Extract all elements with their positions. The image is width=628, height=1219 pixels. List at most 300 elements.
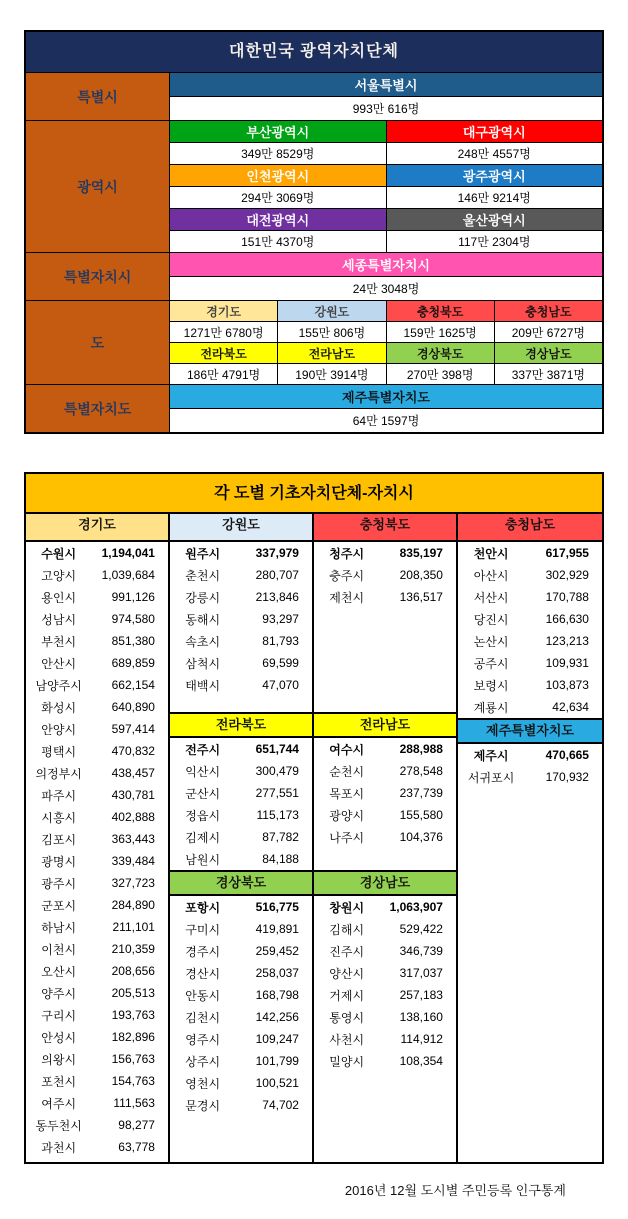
city-row bbox=[26, 894, 168, 916]
city-row bbox=[314, 896, 456, 918]
metro-subrow bbox=[170, 165, 602, 208]
metro-entry bbox=[170, 343, 277, 384]
city-row bbox=[26, 630, 168, 652]
city-row bbox=[26, 608, 168, 630]
city-population: 170,932 bbox=[545, 770, 589, 784]
city-name: 진주시 bbox=[329, 944, 365, 959]
metro-entry-population: 151만 4370명 bbox=[170, 231, 386, 252]
city-name: 강릉시 bbox=[185, 590, 221, 605]
city-name: 과천시 bbox=[41, 1140, 77, 1155]
city-name: 남원시 bbox=[185, 852, 221, 867]
city-row bbox=[458, 744, 602, 766]
city-row bbox=[170, 1094, 312, 1116]
city-row bbox=[170, 1050, 312, 1072]
city-row bbox=[314, 826, 456, 848]
city-population: 63,778 bbox=[118, 1140, 155, 1154]
city-row bbox=[26, 740, 168, 762]
metro-table-title: 대한민국 광역자치단체 bbox=[26, 32, 602, 72]
city-population: 123,213 bbox=[545, 634, 589, 648]
column-spacer bbox=[170, 696, 312, 712]
city-name: 천안시 bbox=[473, 546, 509, 561]
metro-category-label: 도 bbox=[26, 301, 169, 384]
metro-entry-population: 186만 4791명 bbox=[170, 364, 277, 384]
city-table-header-row bbox=[26, 514, 602, 542]
city-row bbox=[170, 1006, 312, 1028]
city-name: 익산시 bbox=[185, 764, 221, 779]
city-name: 삼척시 bbox=[185, 656, 221, 671]
city-name: 충주시 bbox=[329, 568, 365, 583]
metro-entry bbox=[170, 385, 602, 432]
city-row bbox=[170, 984, 312, 1006]
city-row bbox=[314, 1028, 456, 1050]
city-name: 춘천시 bbox=[185, 568, 221, 583]
city-row bbox=[26, 960, 168, 982]
metro-entry-population: 1271만 6780명 bbox=[170, 322, 277, 342]
city-row bbox=[26, 1136, 168, 1158]
metro-entry-population: 159만 1625명 bbox=[387, 322, 494, 342]
city-population: 115,173 bbox=[256, 808, 299, 822]
metro-entry bbox=[170, 165, 386, 208]
city-row bbox=[458, 652, 602, 674]
city-population: 339,484 bbox=[111, 854, 155, 868]
city-row bbox=[170, 738, 312, 760]
city-population: 651,744 bbox=[255, 742, 299, 756]
city-row bbox=[170, 652, 312, 674]
city-name: 군포시 bbox=[41, 898, 77, 913]
city-name: 의정부시 bbox=[35, 766, 82, 781]
city-name: 창원시 bbox=[329, 900, 365, 915]
city-row bbox=[26, 674, 168, 696]
city-population-table bbox=[24, 472, 604, 1164]
metro-entry-population: 190만 3914명 bbox=[278, 364, 385, 384]
city-population: 259,452 bbox=[255, 944, 299, 958]
city-row bbox=[170, 962, 312, 984]
city-row bbox=[170, 804, 312, 826]
city-column bbox=[26, 542, 170, 1162]
city-row bbox=[26, 1048, 168, 1070]
province-inline-header: 경상북도 bbox=[170, 870, 312, 896]
city-name: 아산시 bbox=[473, 568, 509, 583]
city-name: 영천시 bbox=[185, 1076, 221, 1091]
city-row bbox=[458, 696, 602, 718]
city-name: 수원시 bbox=[41, 546, 77, 561]
city-row bbox=[26, 1004, 168, 1026]
metro-entry bbox=[387, 301, 494, 342]
city-name: 문경시 bbox=[185, 1098, 221, 1113]
city-row bbox=[314, 1050, 456, 1072]
city-name: 논산시 bbox=[473, 634, 509, 649]
city-population: 111,563 bbox=[113, 1096, 155, 1110]
province-inline-header: 전라남도 bbox=[314, 712, 456, 738]
city-row bbox=[26, 564, 168, 586]
city-row bbox=[26, 696, 168, 718]
city-name: 영주시 bbox=[185, 1032, 221, 1047]
city-name: 남양주시 bbox=[35, 678, 82, 693]
city-population: 470,665 bbox=[545, 748, 589, 762]
metro-entry bbox=[278, 343, 385, 384]
metro-entry-population: 64만 1597명 bbox=[170, 409, 602, 432]
city-population: 182,896 bbox=[111, 1030, 155, 1044]
city-name: 구미시 bbox=[185, 922, 221, 937]
city-name: 경주시 bbox=[185, 944, 221, 959]
city-row bbox=[26, 872, 168, 894]
metro-section bbox=[26, 253, 602, 300]
city-row bbox=[170, 630, 312, 652]
city-row bbox=[314, 542, 456, 564]
city-row bbox=[170, 918, 312, 940]
city-row bbox=[26, 982, 168, 1004]
city-population: 114,912 bbox=[400, 1032, 443, 1046]
city-population: 208,656 bbox=[111, 964, 155, 978]
province-column-header: 경기도 bbox=[26, 514, 170, 540]
metro-category-label: 광역시 bbox=[26, 121, 169, 252]
city-name: 상주시 bbox=[185, 1054, 221, 1069]
city-name: 양산시 bbox=[329, 966, 365, 981]
metro-entry bbox=[278, 301, 385, 342]
city-name: 사천시 bbox=[329, 1032, 365, 1047]
city-row bbox=[314, 586, 456, 608]
city-row bbox=[26, 828, 168, 850]
city-table-body bbox=[26, 542, 602, 1162]
metro-subrow bbox=[170, 343, 602, 384]
city-row bbox=[170, 586, 312, 608]
city-population: 284,890 bbox=[111, 898, 155, 912]
city-name: 나주시 bbox=[329, 830, 365, 845]
city-row bbox=[170, 542, 312, 564]
city-row bbox=[26, 806, 168, 828]
city-name: 원주시 bbox=[185, 546, 221, 561]
metro-category-label: 특별자치도 bbox=[26, 385, 169, 432]
city-population: 346,739 bbox=[399, 944, 443, 958]
city-population: 47,070 bbox=[262, 678, 299, 692]
metro-entry bbox=[170, 253, 602, 300]
city-population: 168,798 bbox=[255, 988, 299, 1002]
city-name: 시흥시 bbox=[41, 810, 77, 825]
metro-entry bbox=[387, 121, 603, 164]
city-population: 430,781 bbox=[111, 788, 155, 802]
metro-entry-population: 993만 616명 bbox=[170, 97, 602, 120]
city-name: 서산시 bbox=[473, 590, 509, 605]
city-population: 210,359 bbox=[111, 942, 155, 956]
city-row bbox=[26, 1026, 168, 1048]
city-name: 청주시 bbox=[329, 546, 365, 561]
city-row bbox=[26, 1114, 168, 1136]
city-name: 의왕시 bbox=[41, 1052, 77, 1067]
city-population: 1,194,041 bbox=[101, 546, 155, 560]
city-row bbox=[458, 586, 602, 608]
city-row bbox=[170, 848, 312, 870]
metro-entry-name: 인천광역시 bbox=[170, 165, 386, 186]
city-population: 166,630 bbox=[545, 612, 589, 626]
city-name: 여수시 bbox=[329, 742, 365, 757]
column-spacer bbox=[314, 608, 456, 712]
city-row bbox=[170, 896, 312, 918]
city-name: 여주시 bbox=[41, 1096, 77, 1111]
metro-category-label: 특별시 bbox=[26, 73, 169, 120]
city-row bbox=[26, 784, 168, 806]
city-name: 부천시 bbox=[41, 634, 77, 649]
city-row bbox=[26, 850, 168, 872]
city-population: 170,788 bbox=[545, 590, 589, 604]
city-name: 경산시 bbox=[185, 966, 221, 981]
city-population: 42,634 bbox=[552, 700, 589, 714]
city-population: 288,988 bbox=[399, 742, 443, 756]
city-population: 280,707 bbox=[255, 568, 299, 582]
metro-entry-name: 울산광역시 bbox=[387, 209, 603, 230]
city-name: 광주시 bbox=[41, 876, 77, 891]
city-row bbox=[314, 782, 456, 804]
city-row bbox=[314, 804, 456, 826]
city-population: 300,479 bbox=[255, 764, 299, 778]
city-row bbox=[314, 918, 456, 940]
city-population: 337,979 bbox=[255, 546, 299, 560]
city-population: 136,517 bbox=[399, 590, 443, 604]
metro-entry-name: 충청북도 bbox=[387, 301, 494, 321]
metro-entry-population: 349만 8529명 bbox=[170, 143, 386, 164]
metro-entry-population: 248만 4557명 bbox=[387, 143, 603, 164]
metro-entry-population: 146만 9214명 bbox=[387, 187, 603, 208]
city-population: 1,063,907 bbox=[389, 900, 443, 914]
city-name: 안양시 bbox=[41, 722, 77, 737]
city-name: 김포시 bbox=[41, 832, 77, 847]
metro-subrow bbox=[170, 73, 602, 120]
city-name: 김제시 bbox=[185, 830, 221, 845]
metro-entry-name: 세종특별자치시 bbox=[170, 253, 602, 276]
city-population: 327,723 bbox=[111, 876, 155, 890]
city-name: 이천시 bbox=[41, 942, 77, 957]
city-row bbox=[170, 674, 312, 696]
city-population: 597,414 bbox=[111, 722, 155, 736]
city-name: 계룡시 bbox=[473, 700, 509, 715]
city-name: 밀양시 bbox=[329, 1054, 365, 1069]
city-population: 835,197 bbox=[399, 546, 443, 560]
city-name: 보령시 bbox=[473, 678, 509, 693]
city-row bbox=[314, 962, 456, 984]
city-population: 74,702 bbox=[262, 1098, 299, 1112]
city-population: 87,782 bbox=[262, 830, 299, 844]
metro-entry bbox=[170, 121, 386, 164]
city-row bbox=[458, 766, 602, 788]
city-name: 평택시 bbox=[41, 744, 77, 759]
city-row bbox=[314, 1006, 456, 1028]
city-row bbox=[26, 1070, 168, 1092]
metro-section bbox=[26, 385, 602, 432]
city-population: 213,846 bbox=[255, 590, 299, 604]
city-row bbox=[314, 760, 456, 782]
city-name: 광명시 bbox=[41, 854, 77, 869]
metro-entry bbox=[387, 165, 603, 208]
city-name: 광양시 bbox=[329, 808, 365, 823]
city-row bbox=[170, 608, 312, 630]
city-name: 성남시 bbox=[41, 612, 77, 627]
city-row bbox=[458, 674, 602, 696]
metro-entry-population: 24만 3048명 bbox=[170, 277, 602, 300]
city-population: 258,037 bbox=[255, 966, 299, 980]
city-population: 208,350 bbox=[399, 568, 443, 582]
city-column bbox=[458, 542, 602, 1162]
city-population: 302,929 bbox=[545, 568, 589, 582]
city-population: 109,247 bbox=[255, 1032, 299, 1046]
city-row bbox=[314, 940, 456, 962]
city-name: 양주시 bbox=[41, 986, 77, 1001]
city-name: 안성시 bbox=[41, 1030, 77, 1045]
metro-section bbox=[26, 301, 602, 384]
city-row bbox=[458, 542, 602, 564]
city-row bbox=[314, 564, 456, 586]
metro-entry bbox=[387, 209, 603, 252]
metro-entry bbox=[170, 301, 277, 342]
city-population: 93,297 bbox=[262, 612, 299, 626]
metro-entry-name: 부산광역시 bbox=[170, 121, 386, 142]
city-name: 화성시 bbox=[41, 700, 77, 715]
metro-entry-population: 209만 6727명 bbox=[495, 322, 602, 342]
city-population: 104,376 bbox=[399, 830, 443, 844]
city-table-title: 각 도별 기초자치단체-자치시 bbox=[26, 474, 602, 514]
city-population: 156,763 bbox=[111, 1052, 155, 1066]
city-name: 김해시 bbox=[329, 922, 365, 937]
city-name: 동두천시 bbox=[35, 1118, 82, 1133]
city-name: 제천시 bbox=[329, 590, 365, 605]
city-row bbox=[458, 608, 602, 630]
city-name: 오산시 bbox=[41, 964, 77, 979]
city-population: 193,763 bbox=[111, 1008, 155, 1022]
city-row bbox=[170, 782, 312, 804]
city-name: 태백시 bbox=[185, 678, 221, 693]
city-population: 470,832 bbox=[111, 744, 155, 758]
metro-entry-population: 155만 806명 bbox=[278, 322, 385, 342]
city-population: 103,873 bbox=[545, 678, 589, 692]
city-name: 하남시 bbox=[41, 920, 77, 935]
city-population: 277,551 bbox=[255, 786, 299, 800]
city-row bbox=[26, 718, 168, 740]
metro-entry-name: 서울특별시 bbox=[170, 73, 602, 96]
city-row bbox=[170, 564, 312, 586]
city-name: 제주시 bbox=[473, 748, 509, 763]
metro-entry-name: 제주특별자치도 bbox=[170, 385, 602, 408]
province-inline-header: 경상남도 bbox=[314, 870, 456, 896]
city-population: 108,354 bbox=[399, 1054, 443, 1068]
metro-section bbox=[26, 121, 602, 252]
city-population: 81,793 bbox=[262, 634, 299, 648]
city-name: 통영시 bbox=[329, 1010, 365, 1025]
province-column-header: 충청북도 bbox=[314, 514, 458, 540]
city-population: 662,154 bbox=[111, 678, 155, 692]
metro-entry-name: 대구광역시 bbox=[387, 121, 603, 142]
city-population: 438,457 bbox=[111, 766, 155, 780]
city-name: 고양시 bbox=[41, 568, 77, 583]
metro-subrow bbox=[170, 301, 602, 342]
metro-entry-population: 117만 2304명 bbox=[387, 231, 603, 252]
metro-entry bbox=[387, 343, 494, 384]
city-population: 1,039,684 bbox=[101, 568, 155, 582]
metro-subrow bbox=[170, 385, 602, 432]
city-row bbox=[26, 542, 168, 564]
city-name: 순천시 bbox=[329, 764, 365, 779]
metro-subrow bbox=[170, 209, 602, 252]
city-population: 205,513 bbox=[111, 986, 155, 1000]
city-population: 974,580 bbox=[111, 612, 155, 626]
city-population: 851,380 bbox=[111, 634, 155, 648]
city-row bbox=[170, 1028, 312, 1050]
city-population: 278,548 bbox=[399, 764, 443, 778]
metro-section bbox=[26, 73, 602, 120]
city-population: 317,037 bbox=[399, 966, 443, 980]
city-name: 거제시 bbox=[329, 988, 365, 1003]
city-population: 101,799 bbox=[255, 1054, 299, 1068]
city-name: 포천시 bbox=[41, 1074, 77, 1089]
city-name: 동해시 bbox=[185, 612, 221, 627]
city-population: 154,763 bbox=[111, 1074, 155, 1088]
metro-subrow bbox=[170, 121, 602, 164]
city-population: 100,521 bbox=[255, 1076, 299, 1090]
city-population: 257,183 bbox=[399, 988, 443, 1002]
city-row bbox=[170, 1072, 312, 1094]
metro-entry bbox=[170, 73, 602, 120]
city-row bbox=[170, 940, 312, 962]
city-row bbox=[26, 586, 168, 608]
city-population: 109,931 bbox=[545, 656, 589, 670]
city-name: 공주시 bbox=[473, 656, 509, 671]
metro-entry-population: 270만 398명 bbox=[387, 364, 494, 384]
city-name: 김천시 bbox=[185, 1010, 221, 1025]
metro-entry bbox=[495, 343, 602, 384]
city-row bbox=[26, 938, 168, 960]
city-population: 402,888 bbox=[111, 810, 155, 824]
city-row bbox=[26, 916, 168, 938]
city-row bbox=[26, 762, 168, 784]
city-row bbox=[170, 760, 312, 782]
metro-entry-name: 경기도 bbox=[170, 301, 277, 321]
metro-section-content bbox=[170, 121, 602, 252]
city-population: 69,599 bbox=[262, 656, 299, 670]
metro-entry-name: 전라남도 bbox=[278, 343, 385, 363]
source-note: 2016년 12월 도시별 주민등록 인구통계 bbox=[344, 1183, 566, 1198]
city-population: 419,891 bbox=[255, 922, 299, 936]
city-name: 당진시 bbox=[473, 612, 509, 627]
metro-entry bbox=[170, 209, 386, 252]
metro-entry-name: 전라북도 bbox=[170, 343, 277, 363]
province-column-header: 강원도 bbox=[170, 514, 314, 540]
city-row bbox=[26, 1092, 168, 1114]
metro-section-content bbox=[170, 385, 602, 432]
metro-entry-name: 충청남도 bbox=[495, 301, 602, 321]
city-population: 617,955 bbox=[545, 546, 589, 560]
city-population: 84,188 bbox=[262, 852, 299, 866]
city-name: 포항시 bbox=[185, 900, 221, 915]
city-name: 파주시 bbox=[41, 788, 77, 803]
city-row bbox=[170, 826, 312, 848]
city-column bbox=[170, 542, 314, 1162]
city-name: 용인시 bbox=[41, 590, 77, 605]
province-column-header: 충청남도 bbox=[458, 514, 602, 540]
metro-subrow bbox=[170, 253, 602, 300]
city-population: 529,422 bbox=[399, 922, 443, 936]
city-name: 속초시 bbox=[185, 634, 221, 649]
city-name: 군산시 bbox=[185, 786, 221, 801]
city-population: 98,277 bbox=[118, 1118, 155, 1132]
city-name: 정읍시 bbox=[185, 808, 221, 823]
city-row bbox=[314, 738, 456, 760]
city-population: 991,126 bbox=[111, 590, 155, 604]
city-row bbox=[26, 652, 168, 674]
metro-entry-name: 광주광역시 bbox=[387, 165, 603, 186]
metro-entry-population: 294만 3069명 bbox=[170, 187, 386, 208]
metro-entry-name: 대전광역시 bbox=[170, 209, 386, 230]
province-inline-header: 제주특별자치도 bbox=[458, 718, 602, 744]
city-row bbox=[458, 564, 602, 586]
city-population: 689,859 bbox=[111, 656, 155, 670]
metro-sections bbox=[26, 73, 602, 432]
